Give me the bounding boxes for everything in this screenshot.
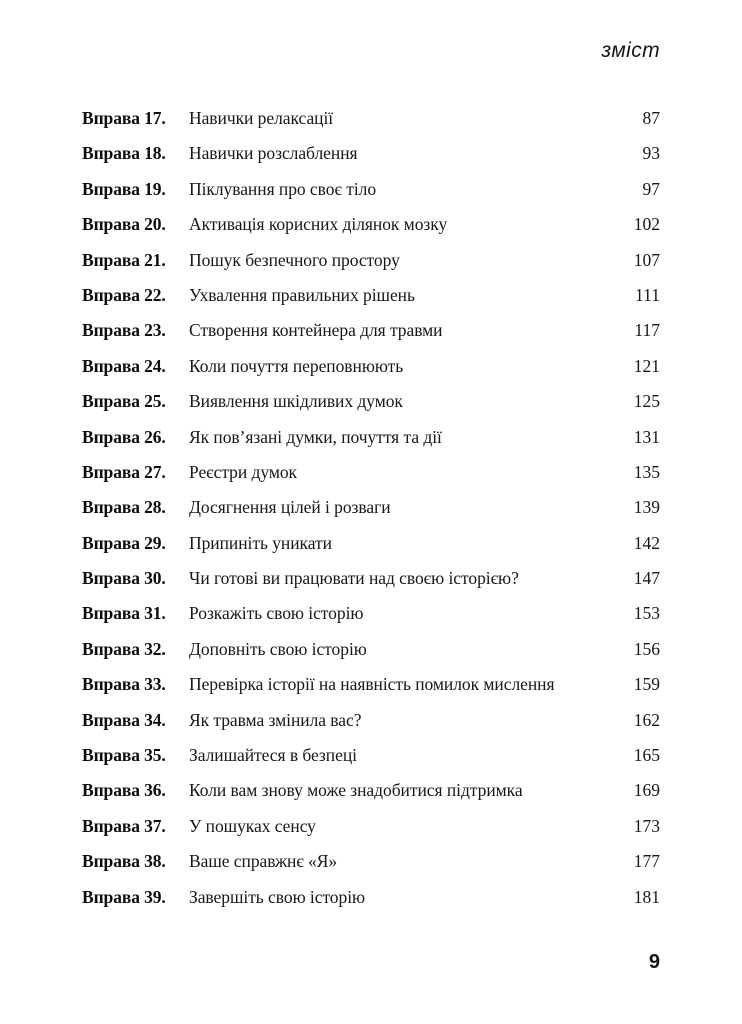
toc-entry-label: Вправа 27.: [82, 461, 166, 482]
toc-entry-title: Розкажіть свою історію: [189, 603, 364, 624]
toc-entry[interactable]: [82, 108, 660, 143]
toc-entry-page-number: 156: [633, 638, 660, 659]
toc-entry-label: Вправа 35.: [82, 745, 166, 766]
toc-entry[interactable]: [82, 851, 660, 886]
toc-entry[interactable]: [82, 710, 660, 745]
toc-entry-page-number: 169: [633, 780, 660, 801]
toc-entry-page-number: 153: [633, 603, 660, 624]
toc-entry-title: У пошуках сенсу: [189, 815, 316, 836]
toc-entry-label: Вправа 39.: [82, 886, 166, 907]
toc-entry-page-number: 181: [633, 886, 660, 907]
toc-entry-label: Вправа 33.: [82, 674, 166, 695]
toc-entry-label: Вправа 19.: [82, 178, 166, 199]
toc-entry-title: Коли почуття переповнюють: [189, 355, 404, 376]
toc-entry-title: Піклування про своє тіло: [189, 178, 377, 199]
toc-entry-title: Коли вам знову може знадобитися підтримка: [189, 780, 523, 801]
toc-entry-label: Вправа 29.: [82, 532, 166, 553]
toc-entry-label: Вправа 37.: [82, 815, 166, 836]
toc-entry-title: Перевірка історії на наявність помилок мислення: [189, 674, 555, 695]
toc-entry-title: Досягнення цілей і розваги: [189, 497, 391, 518]
toc-entry-page-number: 135: [633, 461, 660, 482]
page-number-folio: 9: [648, 951, 660, 973]
toc-entry[interactable]: [82, 179, 660, 214]
toc-entry-title: Виявлення шкідливих думок: [189, 391, 403, 412]
toc-entry-label: Вправа 21.: [82, 249, 166, 270]
toc-entry[interactable]: [82, 887, 660, 922]
toc-entry-title: Ваше справжнє «Я»: [189, 851, 338, 872]
toc-entry-page-number: 102: [633, 214, 660, 235]
toc-entry-title: Залишайтеся в безпеці: [189, 745, 357, 766]
toc-entry[interactable]: [82, 497, 660, 532]
toc-entry-page-number: 159: [633, 674, 660, 695]
toc-entry[interactable]: [82, 674, 660, 709]
toc-entry-label: Вправа 26.: [82, 426, 166, 447]
toc-entry[interactable]: [82, 427, 660, 462]
toc-entry-title: Реєстри думок: [189, 461, 297, 482]
toc-entry-title: Припиніть уникати: [189, 532, 332, 553]
toc-entry[interactable]: [82, 533, 660, 568]
toc-entry-page-number: 93: [642, 143, 660, 164]
toc-entry-page-number: 107: [633, 249, 660, 270]
toc-entry-label: Вправа 20.: [82, 214, 166, 235]
toc-entry-page-number: 131: [633, 426, 660, 447]
toc-entry-page-number: 162: [633, 709, 660, 730]
toc-entry-label: Вправа 38.: [82, 851, 166, 872]
toc-entry-title: Створення контейнера для травми: [189, 320, 443, 341]
toc-entry[interactable]: [82, 250, 660, 285]
toc-entry[interactable]: [82, 745, 660, 780]
toc-entry-title: Завершіть свою історію: [189, 886, 366, 907]
toc-entry-title: Чи готові ви працювати над своєю історією?: [189, 568, 519, 589]
toc-entry[interactable]: [82, 462, 660, 497]
toc-entry-label: Вправа 22.: [82, 284, 166, 305]
toc-entry-label: Вправа 32.: [82, 638, 166, 659]
toc-entry-page-number: 87: [642, 108, 660, 128]
toc-entry-title: Як травма змінила вас?: [189, 709, 362, 730]
toc-entry-page-number: 165: [633, 745, 660, 766]
table-of-contents: [82, 108, 660, 922]
toc-entry-page-number: 111: [635, 284, 660, 305]
toc-entry[interactable]: [82, 285, 660, 320]
toc-entry-label: Вправа 25.: [82, 391, 166, 412]
toc-entry-label: Вправа 31.: [82, 603, 166, 624]
toc-entry-label: Вправа 30.: [82, 568, 166, 589]
toc-entry-label: Вправа 24.: [82, 355, 166, 376]
toc-entry[interactable]: [82, 603, 660, 638]
toc-entry[interactable]: [82, 143, 660, 178]
toc-entry[interactable]: [82, 356, 660, 391]
toc-entry-label: Вправа 28.: [82, 497, 166, 518]
toc-entry-title: Навички розслаблення: [189, 143, 358, 164]
toc-entry-page-number: 177: [633, 851, 660, 872]
toc-entry-title: Активація корисних ділянок мозку: [189, 214, 448, 235]
toc-entry-label: Вправа 36.: [82, 780, 166, 801]
toc-entry-label: Вправа 17.: [82, 108, 166, 128]
toc-entry-title: Ухвалення правильних рішень: [189, 284, 415, 305]
toc-entry[interactable]: [82, 816, 660, 851]
toc-entry-page-number: 97: [642, 178, 660, 199]
toc-entry[interactable]: [82, 320, 660, 355]
toc-entry-title: Пошук безпечного простору: [189, 249, 400, 270]
toc-entry-page-number: 139: [633, 497, 660, 518]
toc-entry[interactable]: [82, 214, 660, 249]
toc-entry-title: Навички релаксації: [189, 108, 334, 128]
toc-entry-label: Вправа 23.: [82, 320, 166, 341]
toc-entry-page-number: 125: [633, 391, 660, 412]
toc-entry-title: Доповніть свою історію: [189, 638, 367, 659]
toc-entry[interactable]: [82, 780, 660, 815]
toc-entry[interactable]: [82, 391, 660, 426]
toc-entry-label: Вправа 34.: [82, 709, 166, 730]
toc-entry-page-number: 117: [634, 320, 660, 341]
running-head: зміст: [601, 39, 660, 62]
toc-entry[interactable]: [82, 568, 660, 603]
toc-entry-page-number: 173: [633, 815, 660, 836]
toc-entry-title: Як пов’язані думки, почуття та дії: [189, 426, 442, 447]
toc-entry-page-number: 142: [633, 532, 660, 553]
toc-entry-page-number: 147: [633, 568, 660, 589]
toc-entry[interactable]: [82, 639, 660, 674]
toc-entry-label: Вправа 18.: [82, 143, 166, 164]
toc-entry-page-number: 121: [633, 355, 660, 376]
